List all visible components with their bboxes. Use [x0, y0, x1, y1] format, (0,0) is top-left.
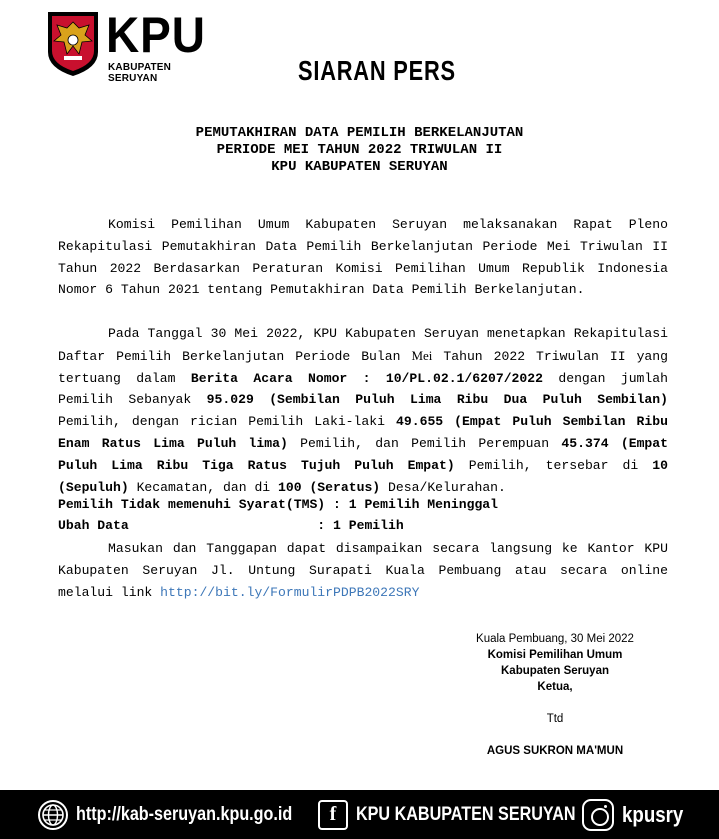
paragraph-3	[58, 538, 668, 603]
footer-website[interactable]	[38, 790, 330, 839]
berita-acara-number: Berita Acara Nomor : 10/PL.02.1/6207/2022	[190, 370, 543, 386]
instagram-icon	[582, 799, 614, 831]
sign-org-2: Kabupaten Seruyan	[501, 665, 609, 677]
footer-instagram[interactable]	[582, 790, 694, 839]
para2-text-g: Kecamatan, dan di	[128, 479, 279, 495]
paragraph-1: Komisi Pemilihan Umum Kabupaten Seruyan melaksanakan Rapat Pleno Rekapitulasi Pemutakhiran Data Pemilih Berkelanjutan Periode Mei Triwulan II Tahun 2022 Berdasarkan Peraturan Komisi Pemilihan Umum Republik Indonesia Nomor 6 Tahun 2021 tentang Pemutakhiran Data Pemilih Berkelanjutan.	[58, 217, 668, 298]
facebook-label: KPU KABUPATEN SERUYAN	[356, 803, 576, 825]
male-voters: 49.655 (Empat Puluh Sembilan Ribu Enam Ratus Lima Puluh lima)	[58, 414, 668, 451]
kecamatan-count: 10 (Sepuluh)	[58, 457, 668, 495]
para2-text-c: dengan jumlah Pemilih Sebanyak	[58, 370, 668, 408]
sign-name: AGUS SUKRON MA'MUN	[486, 745, 624, 757]
form-link[interactable]: http://bit.ly/FormulirPDPB2022SRY	[160, 584, 420, 600]
para2-text-d: Pemilih, dengan rician Pemilih Laki-laki	[58, 414, 397, 430]
tms-line: Pemilih Tidak memenuhi Syarat(TMS) : 1 Pemilih Meninggal	[58, 497, 499, 512]
globe-icon	[38, 800, 68, 830]
heading-line-1: PEMUTAKHIRAN DATA PEMILIH BERKELANJUTAN	[195, 125, 524, 141]
sign-place-date: Kuala Pembuang, 30 Mei 2022	[476, 633, 634, 645]
sign-org-1: Komisi Pemilihan Umum	[487, 649, 623, 661]
footer-bar	[0, 790, 719, 839]
para2-text-b: Tahun 2022 Triwulan II yang tertuang dalam	[58, 348, 668, 386]
para3-text: Masukan dan Tanggapan dapat disampaikan secara langsung ke Kantor KPU Kabupaten Seruyan Jl. Untung Surapati Kuala Pembuang atau secara online melalui link	[58, 541, 668, 600]
para2-text-h: Desa/Kelurahan.	[380, 479, 506, 495]
desa-count: 100 (Seratus)	[278, 479, 381, 495]
heading-line-3: KPU KABUPATEN SERUYAN	[271, 159, 448, 175]
kpu-emblem-icon	[44, 8, 102, 78]
heading-line-2: PERIODE MEI TAHUN 2022 TRIWULAN II	[216, 142, 503, 158]
paragraph-2	[58, 323, 668, 498]
facebook-icon: f	[318, 800, 348, 830]
logo-title: KPU	[106, 7, 206, 63]
website-label: http://kab-seruyan.kpu.go.id	[76, 803, 293, 825]
para2-month: Mei	[411, 347, 433, 363]
total-voters: 95.029 (Sembilan Puluh Lima Ribu Dua Puluh Sembilan)	[206, 392, 669, 408]
sign-ttd: Ttd	[546, 713, 564, 725]
logo-subtitle: KABUPATEN SERUYAN	[108, 62, 172, 84]
kpu-logo	[44, 7, 206, 84]
ubah-data-line: Ubah Data : 1 Pemilih	[58, 518, 404, 533]
para2-text-f: Pemilih, tersebar di	[454, 457, 653, 473]
footer-facebook[interactable]	[318, 790, 614, 839]
instagram-label: kpusry	[622, 801, 684, 827]
sign-role: Ketua,	[537, 681, 573, 693]
female-voters: 45.374 (Empat Puluh Lima Ribu Tiga Ratus Tujuh Puluh Empat)	[58, 435, 668, 473]
para2-text-a: Pada Tanggal 30 Mei 2022, KPU Kabupaten Seruyan menetapkan Rekapitulasi Daftar Pemilih Berkelanjutan Periode Bulan	[58, 326, 668, 364]
para2-text-e: Pemilih, dan Pemilih Perempuan	[287, 435, 562, 451]
press-release-title: SIARAN PERS	[298, 55, 456, 86]
